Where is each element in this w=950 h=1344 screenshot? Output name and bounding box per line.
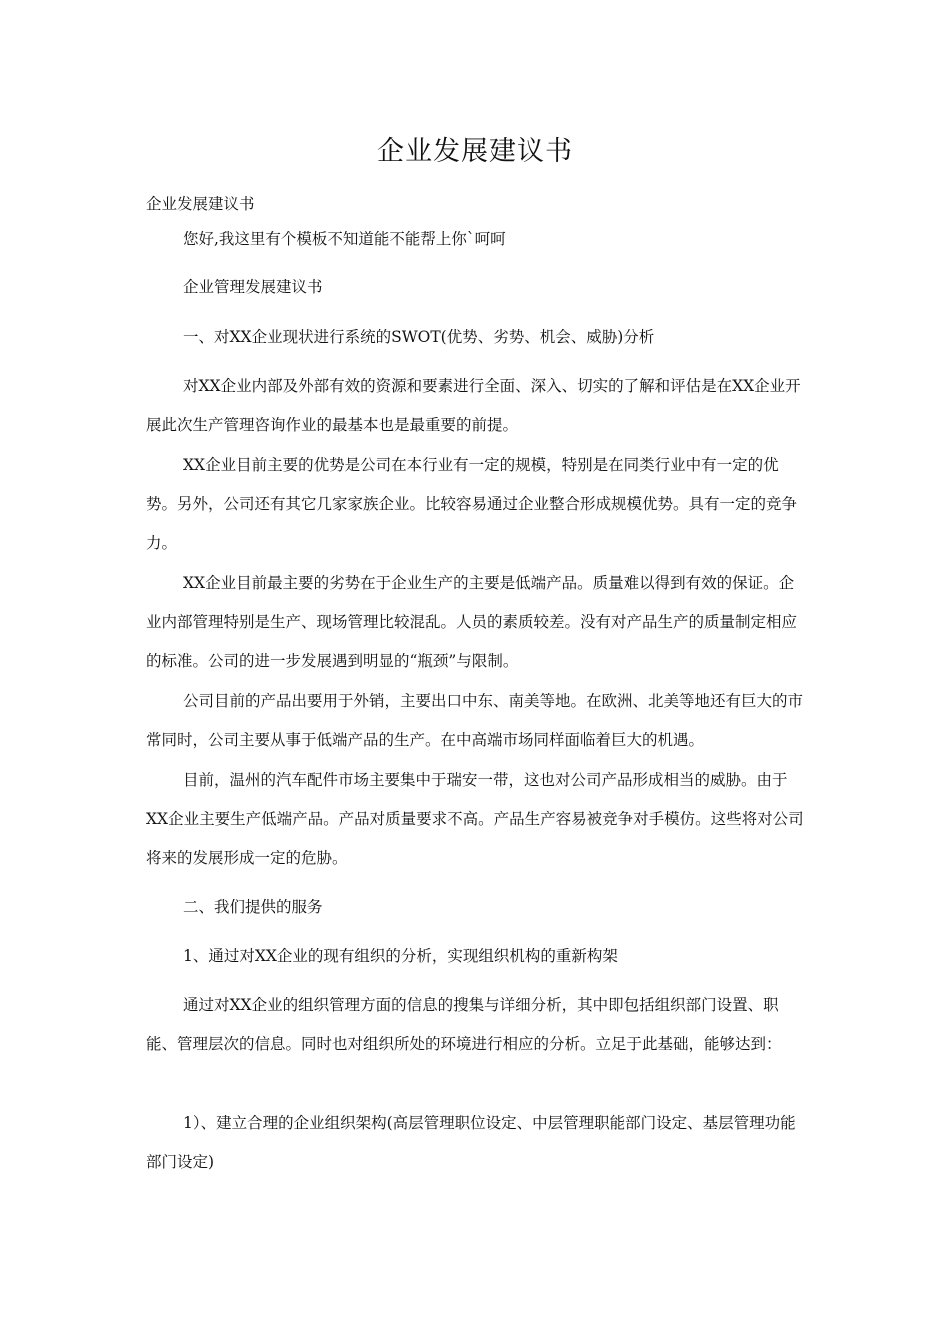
section-heading-swot: 一、对XX企业现状进行系统的SWOT(优势、劣势、机会、威胁)分析 xyxy=(183,328,655,346)
paragraph-threats: 目前，温州的汽车配件市场主要集中于瑞安一带，这也对公司产品形成相当的威胁。由于XX企业主要生产低端产品。产品对质量要求不高。产品生产容易被竞争对手模仿。这些将对公司将来的发展形成一定的危胁。 xyxy=(146,771,804,867)
item-heading-1: 1、通过对XX企业的现有组织的分析，实现组织机构的重新构架 xyxy=(183,947,618,965)
paragraph-heading: 企业管理发展建议书 xyxy=(183,278,323,296)
paragraph-org-analysis: 通过对XX企业的组织管理方面的信息的搜集与详细分析，其中即包括组织部门设置、职能、管理层次的信息。同时也对组织所处的环境进行相应的分析。立足于此基础，能够达到： xyxy=(146,996,782,1053)
paragraph-greeting: 您好,我这里有个模板不知道能不能帮上你`呵呵 xyxy=(183,230,506,248)
paragraph-swot-intro: 对XX企业内部及外部有效的资源和要素进行全面、深入、切实的了解和评估是在XX企业开展此次生产管理咨询作业的最基本也是最重要的前提。 xyxy=(146,377,801,434)
section-heading-services: 二、我们提供的服务 xyxy=(183,898,323,916)
paragraph-weaknesses: XX企业目前最主要的劣势在于企业生产的主要是低端产品。质量难以得到有效的保证。企业内部管理特别是生产、现场管理比较混乱。人员的素质较差。没有对产品生产的质量制定相应的标准。公司的进一步发展遇到明显的“瓶颈”与限制。 xyxy=(146,574,798,670)
document-subtitle: 企业发展建议书 xyxy=(146,195,255,213)
paragraph-opportunities: 公司目前的产品出要用于外销，主要出口中东、南美等地。在欧洲、北美等地还有巨大的市常同时，公司主要从事于低端产品的生产。在中高端市场同样面临着巨大的机遇。 xyxy=(146,692,804,749)
paragraph-strengths: XX企业目前主要的优势是公司在本行业有一定的规模，特别是在同类行业中有一定的优势。另外，公司还有其它几家家族企业。比较容易通过企业整合形成规模优势。具有一定的竞争力。 xyxy=(146,456,798,552)
document-title: 企业发展建议书 xyxy=(377,136,573,167)
list-item-1: 1）、建立合理的企业组织架构(高层管理职位设定、中层管理职能部门设定、基层管理功能部门设定) xyxy=(146,1114,796,1171)
